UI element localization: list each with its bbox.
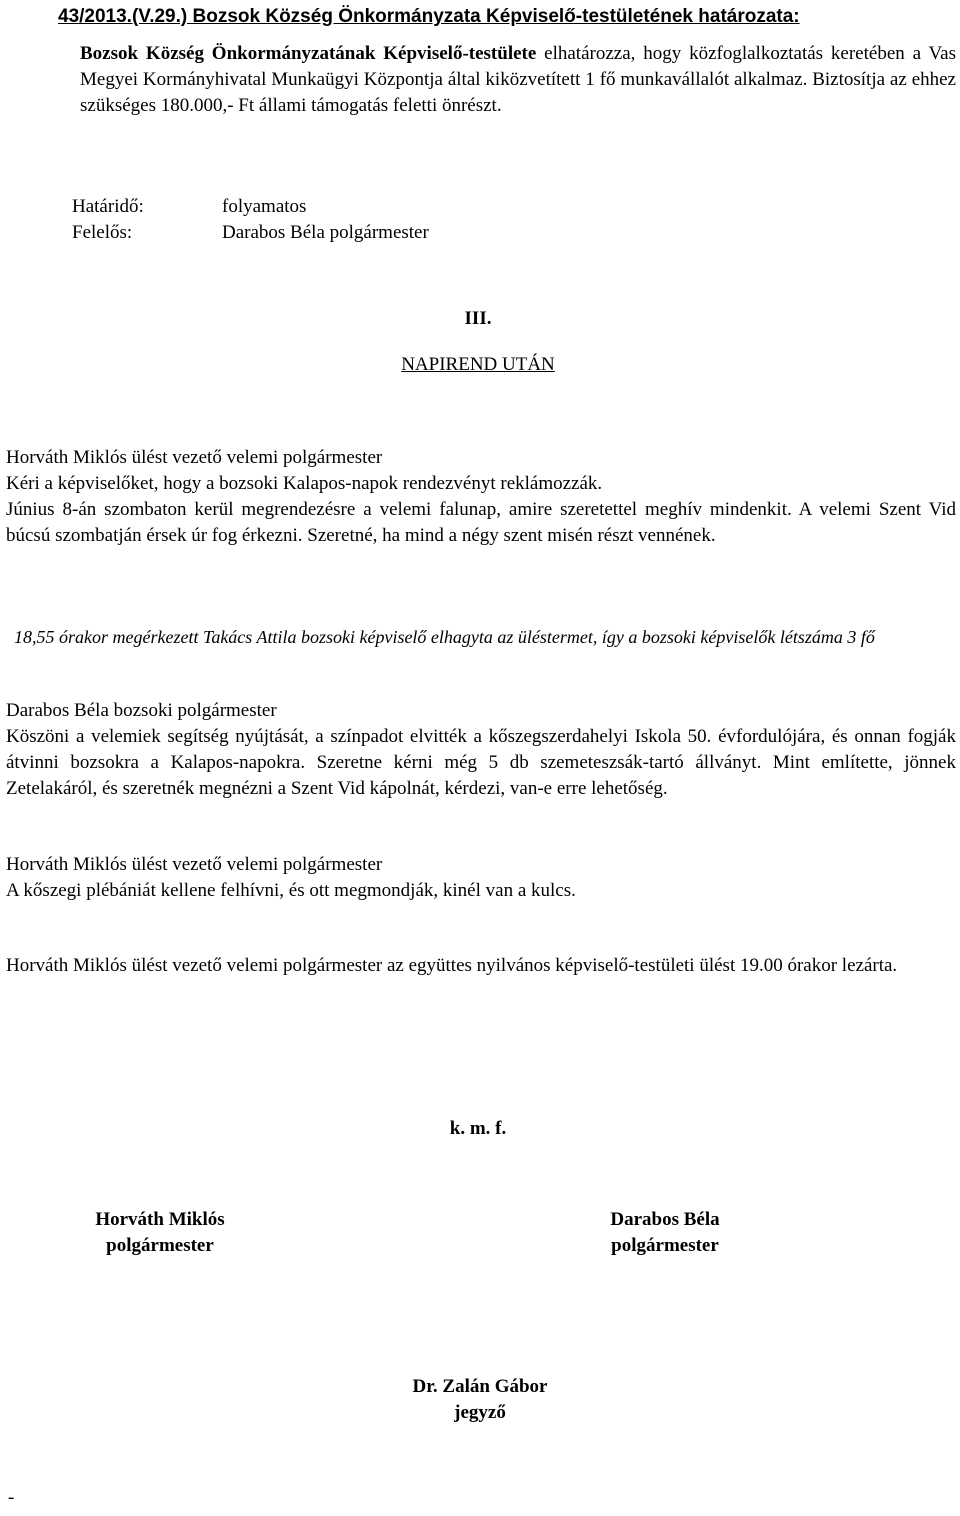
resolution-body-text: elhatározza, hogy közfoglalkoztatás keretében a Vas Megyei Kormányhivatal Munkaügyi Központja által kiközvetített 1 fő munkavállalót alkalmaz. Biztosítja az ehhez szükséges 180.000,- Ft állami támogatás feletti önrészt.	[80, 43, 956, 116]
signature-notary	[380, 1374, 580, 1426]
signature-notary-title: jegyző	[454, 1402, 506, 1423]
resolution-body	[80, 41, 956, 119]
signature-right	[565, 1207, 765, 1259]
speech-1-speaker: Horváth Miklós ülést vezető velemi polgármester	[6, 447, 383, 468]
speech-1-line1: Kéri a képviselőket, hogy a bozsoki Kalapos-napok rendezvényt reklámozzák.	[6, 473, 603, 494]
speech-2-text: Köszöni a velemiek segítség nyújtását, a színpadot elvitték a kőszegszerdahelyi Iskola 50. évfordulójára, és onnan fogják átvinni bozsokra a Kalapos-napokra. Szeretne kérni még 5 db szemeteszsák-tartó állványt. Mint említette, jönnek Zetelakáról, és szeretnék megnézni a Szent Vid kápolnát, kérdezi, van-e erre lehetőség.	[6, 726, 956, 799]
speech-3	[6, 852, 956, 904]
closing-text: az együttes nyilvános képviselő-testületi ülést 19.00 órakor lezárta.	[382, 955, 898, 976]
member-departure-note: 18,55 órakor megérkezett Takács Attila bozsoki képviselő elhagyta az üléstermet, így a bozsoki képviselők létszáma 3 fő	[14, 627, 875, 647]
resolution-body-bold: Bozsok Község Önkormányzatának Képviselő-testülete	[80, 43, 537, 64]
speech-1	[6, 445, 956, 549]
resolution-meta	[72, 194, 672, 246]
responsible-label: Felelős:	[72, 222, 133, 243]
signature-left-name: Horváth Miklós	[95, 1209, 225, 1230]
signature-left	[60, 1207, 260, 1259]
deadline-label: Határidő:	[72, 196, 144, 217]
section-number: III.	[464, 308, 492, 329]
deadline-value: folyamatos	[222, 196, 307, 217]
signature-right-name: Darabos Béla	[610, 1209, 720, 1230]
closing	[6, 953, 956, 979]
speech-3-speaker: Horváth Miklós ülést vezető velemi polgármester	[6, 854, 383, 875]
resolution-heading: 43/2013.(V.29.) Bozsok Község Önkormányzata Képviselő-testületének határozata:	[58, 6, 800, 27]
signature-notary-name: Dr. Zalán Gábor	[412, 1376, 548, 1397]
responsible-row	[72, 220, 672, 246]
closing-speaker: Horváth Miklós ülést vezető velemi polgármester	[6, 955, 383, 976]
signature-left-title: polgármester	[106, 1235, 214, 1256]
kmf-note: k. m. f.	[449, 1118, 507, 1139]
speech-3-text: A kőszegi plébániát kellene felhívni, és ott megmondják, kinél van a kulcs.	[6, 880, 576, 901]
speech-1-text: Június 8-án szombaton kerül megrendezésre a velemi falunap, amire szeretettel meghív mindenkit. A velemi Szent Vid búcsú szombatján érsek úr fog érkezni. Szeretné, ha mind a négy szent misén részt vennének.	[6, 499, 956, 546]
deadline-row	[72, 194, 672, 220]
page-footer: -	[8, 1487, 15, 1508]
section-title: NAPIREND UTÁN	[401, 354, 555, 375]
speech-2	[6, 698, 956, 802]
signature-right-title: polgármester	[611, 1235, 719, 1256]
speech-2-speaker: Darabos Béla bozsoki polgármester	[6, 700, 277, 721]
responsible-value: Darabos Béla polgármester	[222, 222, 429, 243]
